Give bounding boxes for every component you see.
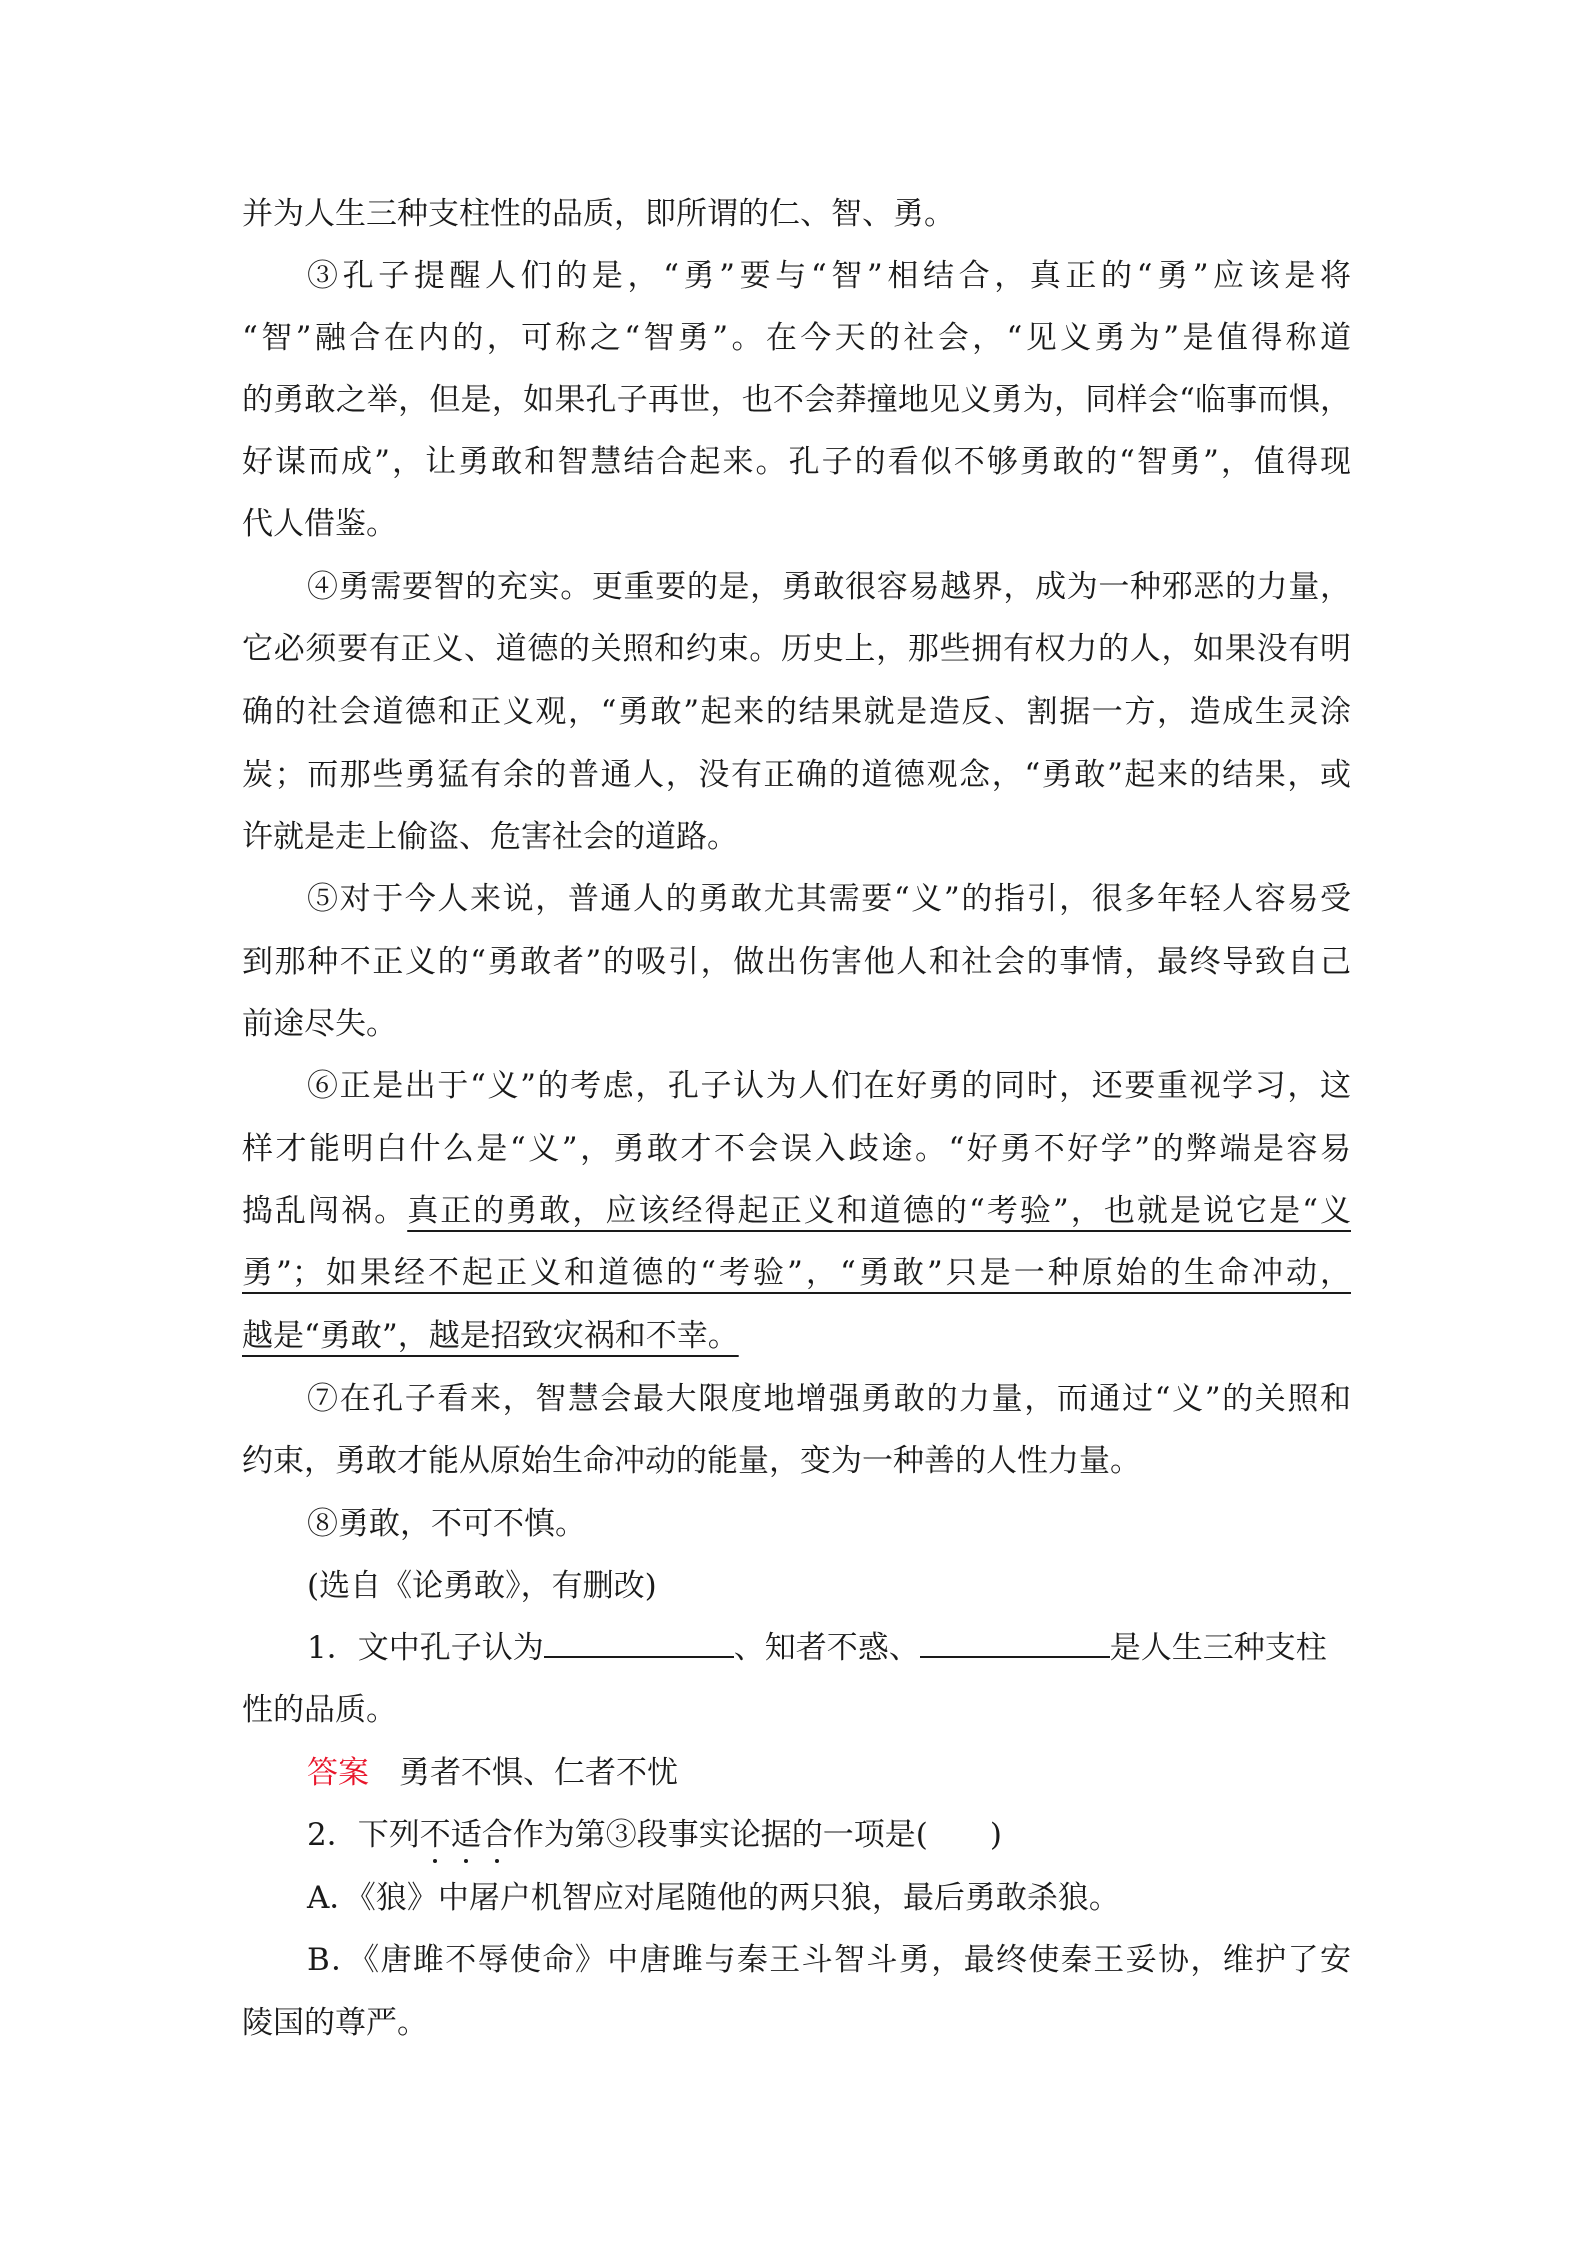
underlined-line: 越是“勇敢”，越是招致灾祸和不幸。 <box>242 1318 739 1354</box>
passage-line: 它必须要有正义、道德的关照和约束。历史上，那些拥有权力的人，如果没有明 <box>242 631 1351 667</box>
plain-text: 捣乱闯祸。 <box>242 1193 408 1229</box>
passage-line: ⑧勇敢，不可不慎。 <box>307 1506 586 1542</box>
passage-line: 确的社会道德和正义观，“勇敢”起来的结果就是造反、割据一方，造成生灵涂 <box>242 694 1351 730</box>
option-b: B．《唐雎不辱使命》中唐雎与秦王斗智斗勇，最终使秦王妥协，维护了安 <box>307 1942 1351 1978</box>
passage-line: 好谋而成”，让勇敢和智慧结合起来。孔子的看似不够勇敢的“智勇”，值得现 <box>242 444 1351 480</box>
passage-line: 约束，勇敢才能从原始生命冲动的能量，变为一种善的人性力量。 <box>242 1443 1141 1479</box>
question-1: 1．文中孔子认为 、知者不惑、 是人生三种支柱 <box>307 1630 1327 1666</box>
option-a: A．《狼》中屠户机智应对尾随他的两只狼，最后勇敢杀狼。 <box>307 1880 1120 1916</box>
emphasis-char: 不 <box>419 1817 451 1853</box>
passage-line: ⑦在孔子看来，智慧会最大限度地增强勇敢的力量，而通过“义”的关照和 <box>307 1381 1351 1417</box>
passage-line: 并为人生三种支柱性的品质，即所谓的仁、智、勇。 <box>242 196 955 232</box>
passage-line: 许就是走上偷盗、危害社会的道路。 <box>242 819 738 855</box>
underlined-text: 真正的勇敢，应该经得起正义和道德的“考验”，也就是说它是“义 <box>407 1193 1351 1229</box>
passage-line: ⑥正是出于“义”的考虑，孔子认为人们在好勇的同时，还要重视学习，这 <box>307 1068 1351 1104</box>
question-1-line2: 性的品质。 <box>242 1692 397 1728</box>
source-citation: (选自《论勇敢》，有删改) <box>307 1568 657 1604</box>
option-b-line2: 陵国的尊严。 <box>242 2005 428 2041</box>
passage-line: 前途尽失。 <box>242 1006 397 1042</box>
question-2: 2．下列不适合作为第③段事实论据的一项是( ) <box>307 1817 1002 1853</box>
answer-row <box>307 1753 678 1793</box>
answer-blank <box>544 1628 734 1658</box>
passage-line: 代人借鉴。 <box>242 506 397 542</box>
passage-line: “智”融合在内的，可称之“智勇”。在今天的社会，“见义勇为”是值得称道 <box>242 320 1351 356</box>
emphasis-char: 适 <box>450 1817 482 1853</box>
passage-line: ⑤对于今人来说，普通人的勇敢尤其需要“义”的指引，很多年轻人容易受 <box>307 881 1351 917</box>
passage-line: ③孔子提醒人们的是，“勇”要与“智”相结合，真正的“勇”应该是将 <box>307 258 1351 294</box>
emphasis-char: 合 <box>481 1817 513 1853</box>
passage-line: 到那种不正义的“勇敢者”的吸引，做出伤害他人和社会的事情，最终导致自己 <box>242 944 1351 980</box>
passage-line: 炭；而那些勇猛有余的普通人，没有正确的道德观念，“勇敢”起来的结果，或 <box>242 757 1351 793</box>
passage-line: 样才能明白什么是“义”，勇敢才不会误入歧途。“好勇不好学”的弊端是容易 <box>242 1131 1351 1167</box>
passage-line: 的勇敢之举，但是，如果孔子再世，也不会莽撞地见义勇为，同样会“临事而惧， <box>242 382 1351 418</box>
underlined-line: 勇”；如果经不起正义和道德的“考验”，“勇敢”只是一种原始的生命冲动， <box>242 1255 1351 1291</box>
passage-line: ④勇需要智的充实。更重要的是，勇敢很容易越界，成为一种邪恶的力量， <box>307 569 1351 605</box>
answer-blank <box>920 1628 1110 1658</box>
answer-text: 勇者不惧、仁者不忧 <box>399 1755 678 1791</box>
passage-line-underlined-start <box>242 1191 1351 1231</box>
answer-label: 答案 <box>307 1755 369 1791</box>
